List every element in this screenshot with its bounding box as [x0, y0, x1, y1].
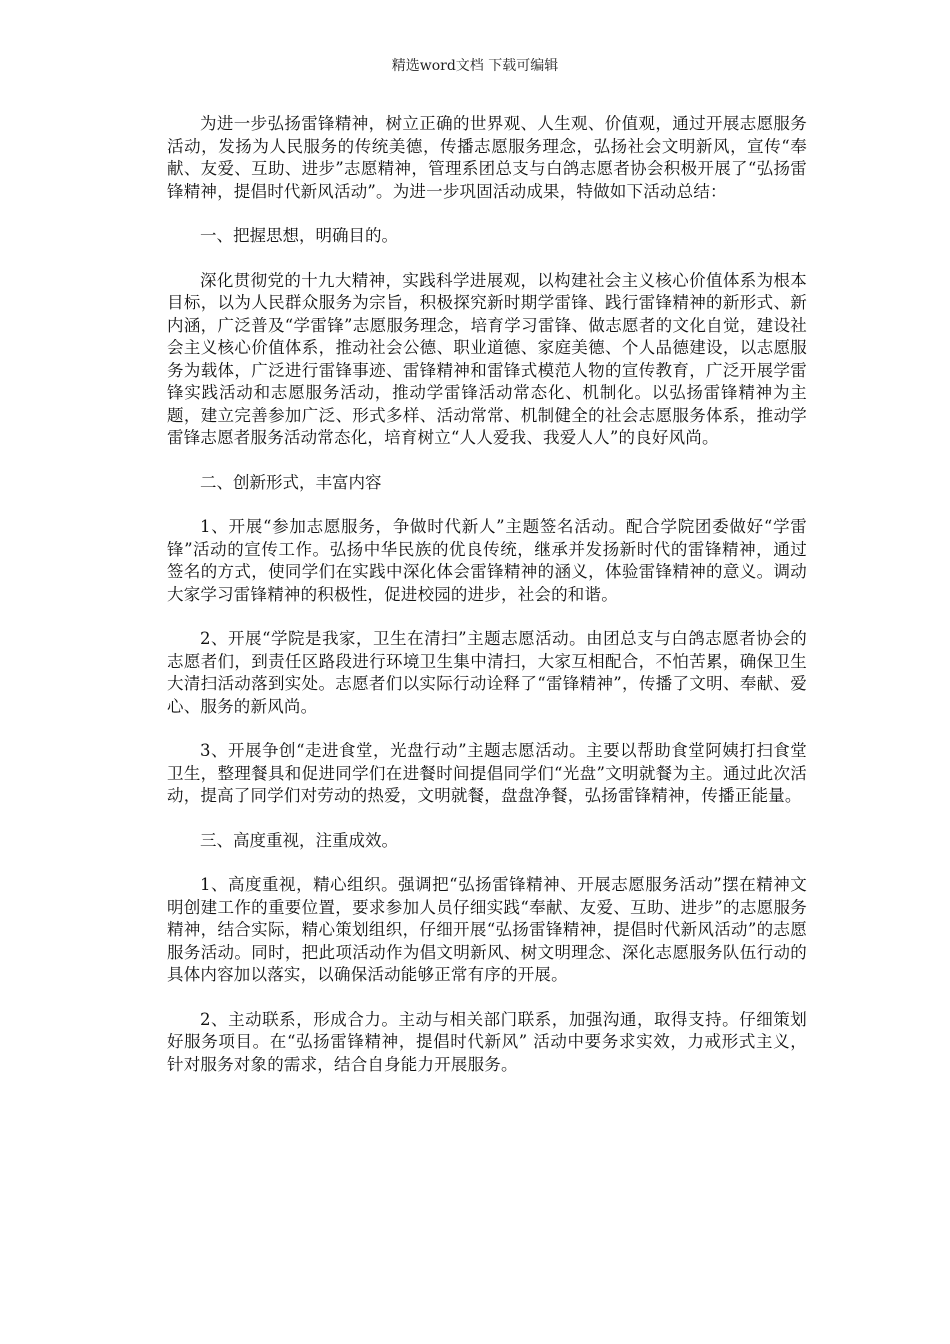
intro-paragraph: 为进一步弘扬雷锋精神，树立正确的世界观、人生观、价值观，通过开展志愿服务活动，发扬为人民服务的传统美德，传播志愿服务理念，弘扬社会文明新风，宣传“奉献、友爱、互助、进步”志愿精神，管理系团总支与白鸽志愿者协会积极开展了“弘扬雷锋精神，提倡时代新风活动”。为进一步巩固活动成果，特做如下活动总结： — [167, 114, 807, 201]
section-2-heading: 二、创新形式，丰富内容 — [200, 472, 382, 492]
section-1-heading: 一、把握思想，明确目的。 — [200, 226, 398, 245]
section-1-paragraph: 深化贯彻党的十九大精神，实践科学进展观，以构建社会主义核心价值体系为根本目标，以为人民群众服务为宗旨，积极探究新时期学雷锋、践行雷锋精神的新形式、新内涵，广泛普及“学雷锋”志愿服务理念，培育学习雷锋、做志愿者的文化自觉，建设社会主义核心价值体系，推动社会公德、职业道德、家庭美德、个人品德建设，以志愿服务为载体，广泛进行雷锋事迹、雷锋精神和雷锋式模范人物的宣传教育，广泛开展学雷锋实践活动和志愿服务活动，推动学雷锋活动常态化、机制化。以弘扬雷锋精神为主题，建立完善参加广泛、形式多样、活动常常、机制健全的社会志愿服务体系，推动学雷锋志愿者服务活动常态化，培育树立“人人爱我、我爱人人”的良好风尚。 — [167, 270, 807, 447]
section-3-item-1: 1、高度重视，精心组织。强调把“弘扬雷锋精神、开展志愿服务活动”摆在精神文明创建工作的重要位置，要求参加人员仔细实践“奉献、友爱、互助、进步”的志愿服务精神，结合实际，精心策划组织，仔细开展“弘扬雷锋精神，提倡时代新风活动”的志愿服务活动。同时，把此项活动作为倡文明新风、树文明理念、深化志愿服务队伍行动的具体内容加以落实，以确保活动能够正常有序的开展。 — [167, 875, 807, 984]
section-2-item-1: 1、开展“参加志愿服务，争做时代新人”主题签名活动。配合学院团委做好“学雷锋”活动的宣传工作。弘扬中华民族的优良传统，继承并发扬新时代的雷锋精神，通过签名的方式，使同学们在实践中深化体会雷锋精神的涵义，体验雷锋精神的意义。调动大家学习雷锋精神的积极性，促进校园的进步，社会的和谐。 — [167, 517, 807, 604]
section-2-item-3: 3、开展争创“走进食堂，光盘行动”主题志愿活动。主要以帮助食堂阿姨打扫食堂卫生，整理餐具和促进同学们在进餐时间提倡同学们“光盘”文明就餐为主。通过此次活动，提高了同学们对劳动的热爱，文明就餐，盘盘净餐，弘扬雷锋精神，传播正能量。 — [167, 741, 807, 805]
document-body — [167, 113, 807, 1098]
section-2-item-2: 2、开展“学院是我家，卫生在清扫”主题志愿活动。由团总支与白鸽志愿者协会的志愿者们，到责任区路段进行环境卫生集中清扫，大家互相配合，不怕苦累，确保卫生大清扫活动落到实处。志愿者们以实际行动诠释了“雷锋精神”，传播了文明、奉献、爱心、服务的新风尚。 — [167, 629, 807, 716]
section-3-item-2: 2、主动联系，形成合力。主动与相关部门联系，加强沟通，取得支持。仔细策划好服务项目。在“弘扬雷锋精神，提倡时代新风” 活动中要务求实效，力戒形式主义，针对服务对象的需求，结合自身能力开展服务。 — [167, 1009, 807, 1074]
section-3-heading: 三、高度重视，注重成效。 — [200, 830, 398, 850]
page-header: 精选word文档 下载可编辑 — [391, 58, 559, 74]
